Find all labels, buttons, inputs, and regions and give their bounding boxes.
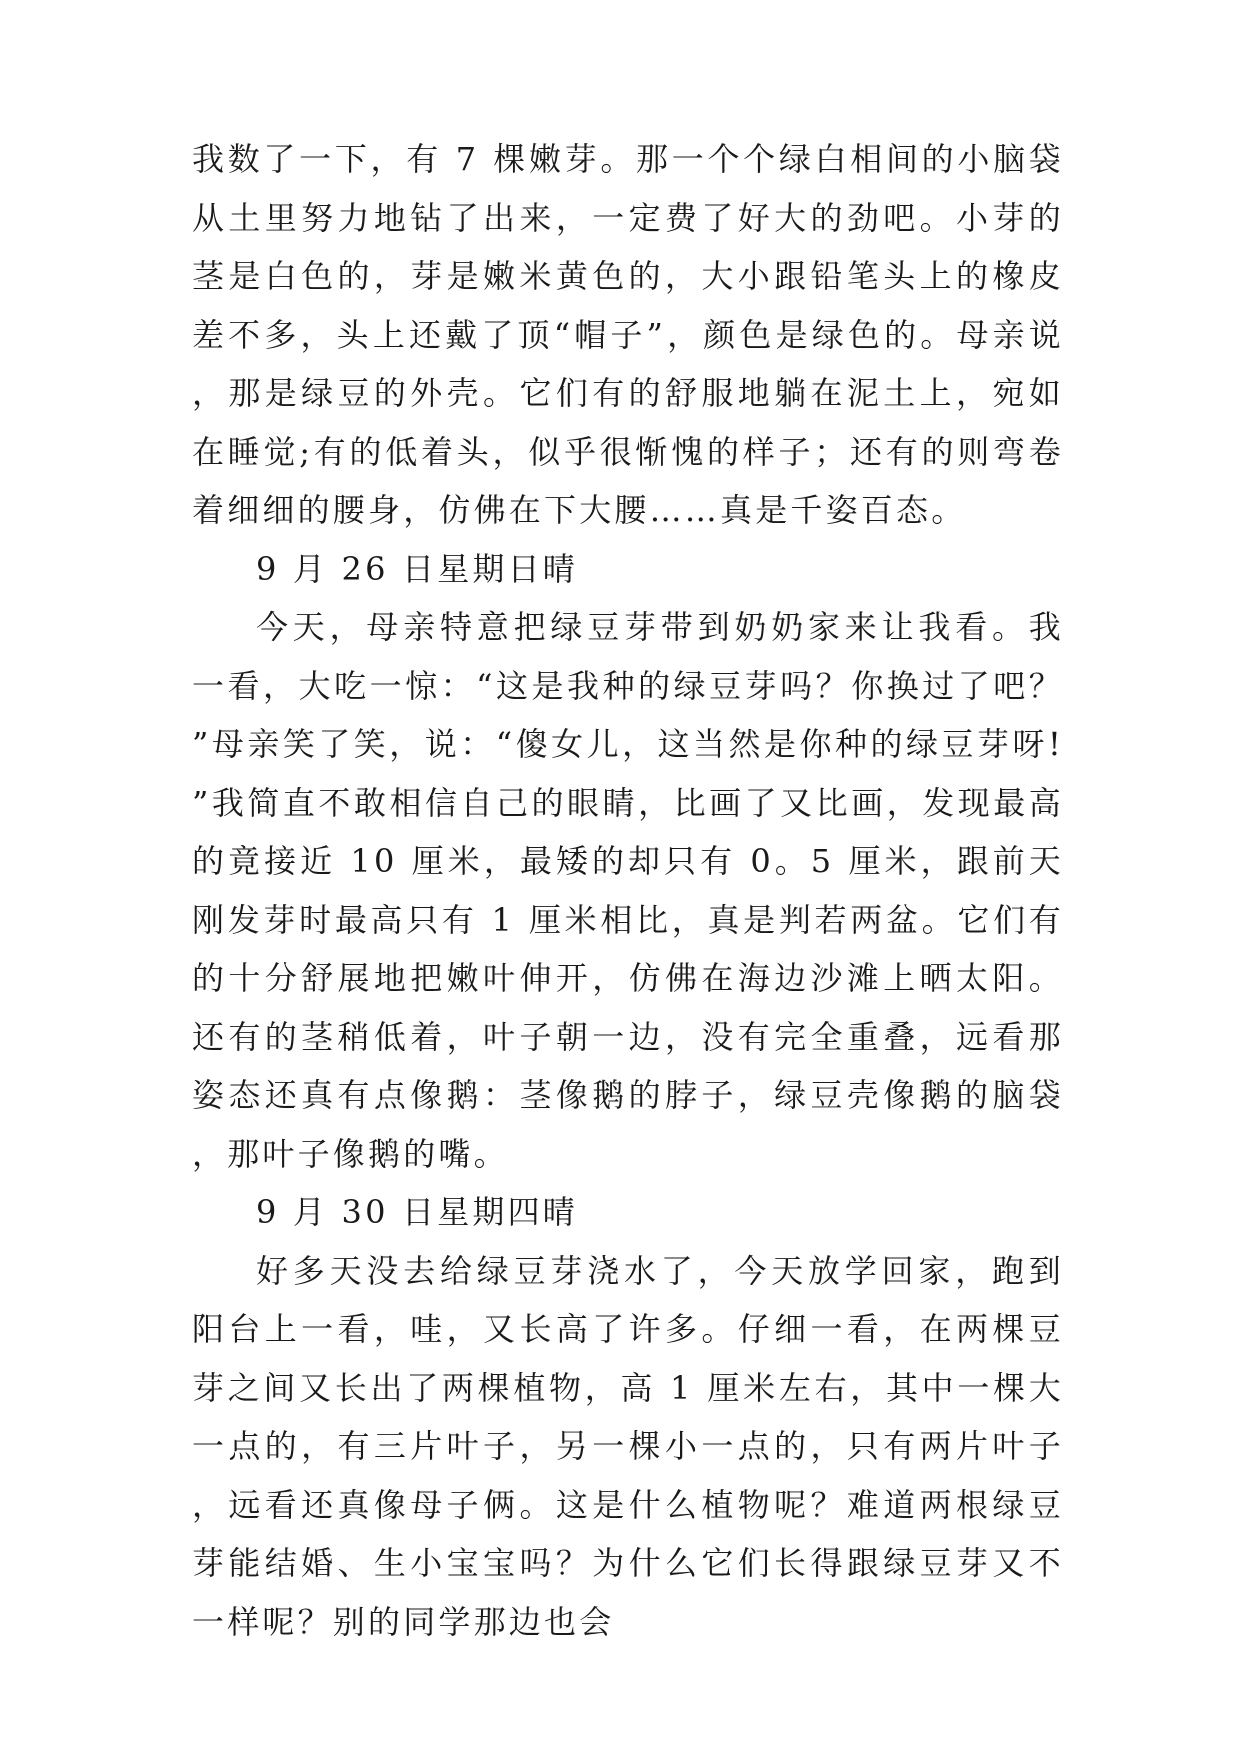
- paragraph-new-plants: 好多天没去给绿豆芽浇水了，今天放学回家，跑到阳台上一看，哇，又长高了许多。仔细一看，在两棵豆芽之间又长出了两棵植物，高 1 厘米左右，其中一棵大一点的，有三片叶子，另一棵小一点的，只有两片叶子，远看还真像母子俩。这是什么植物呢？难道两根绿豆芽能结婚、生小宝宝吗？为什么它们长得跟绿豆芽又不一样呢？别的同学那边也会: [192, 1251, 1064, 1641]
- paragraph-sprouts-description: 我数了一下，有 7 棵嫩芽。那一个个绿白相间的小脑袋从土里努力地钻了出来，一定费了好大的劲吧。小芽的茎是白色的，芽是嫩米黄色的，大小跟铅笔头上的橡皮差不多，头上还戴了顶“帽子”，颜色是绿色的。母亲说，那是绿豆的外壳。它们有的舒服地躺在泥土上，宛如在睡觉;有的低着头，似乎很惭愧的样子；还有的则弯卷着细细的腰身，仿佛在下大腰……真是千姿百态。: [192, 140, 1064, 529]
- document-body: [192, 130, 1064, 1651]
- diary-date-heading: 9 月 30 日星期四晴: [256, 1193, 578, 1231]
- diary-date-heading: 9 月 26 日星期日晴: [256, 549, 578, 588]
- paragraph-sprouts-growth: 今天，母亲特意把绿豆芽带到奶奶家来让我看。我一看，大吃一惊：“这是我种的绿豆芽吗？你换过了吧？”母亲笑了笑，说：“傻女儿，这当然是你种的绿豆芽呀!”我简直不敢相信自己的眼睛，比画了又比画，发现最高的竟接近 10 厘米，最矮的却只有 0。5 厘米，跟前天刚发芽时最高只有 1 厘米相比，真是判若两盆。它们有的十分舒展地把嫩叶伸开，仿佛在海边沙滩上晒太阳。还有的茎稍低着，叶子朝一边，没有完全重叠，远看那姿态还真有点像鹅：茎像鹅的脖子，绿豆壳像鹅的脑袋，那叶子像鹅的嘴。: [192, 608, 1064, 1173]
